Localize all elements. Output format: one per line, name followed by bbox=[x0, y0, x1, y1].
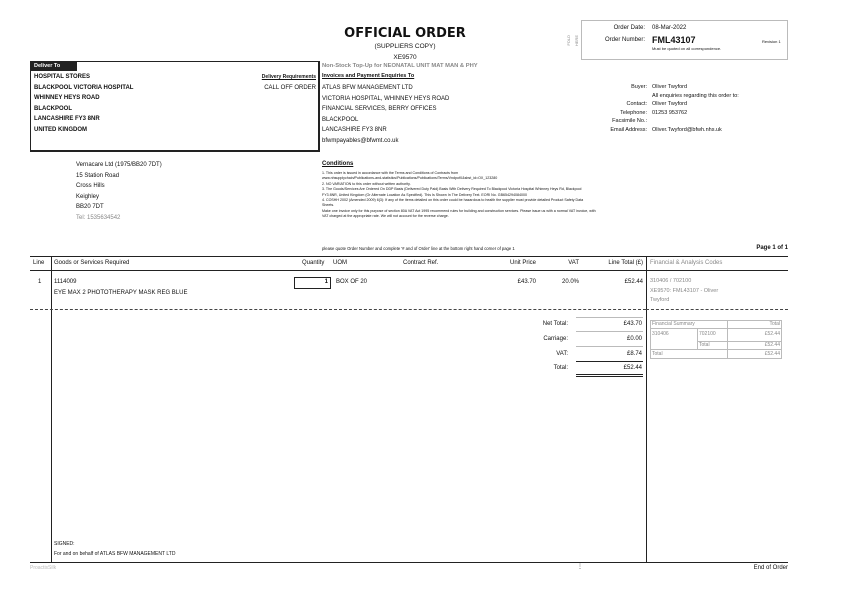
supplier-tel: Tel: 1535634542 bbox=[76, 214, 121, 221]
buyer-label: Contact: bbox=[626, 101, 647, 108]
conditions-text bbox=[322, 171, 596, 220]
row-unit-price: £43.70 bbox=[517, 279, 536, 285]
buyer-value: All enquiries regarding this order to: bbox=[652, 92, 739, 99]
deliver-to-address bbox=[34, 72, 133, 135]
invoice-line: ATLAS BFW MANAGEMENT LTD bbox=[322, 85, 413, 91]
invoice-line: FINANCIAL SERVICES, BERRY OFFICES bbox=[322, 106, 437, 112]
summary-subtotal-label: Total bbox=[699, 342, 710, 348]
financial-summary-total-header: Total bbox=[769, 321, 780, 327]
buyer-label: Buyer: bbox=[631, 84, 647, 90]
summary-col bbox=[697, 328, 698, 349]
header-financial-codes: Financial & Analysis Codes bbox=[650, 260, 723, 266]
invoice-line: BLACKPOOL bbox=[322, 116, 359, 123]
totals-rule bbox=[576, 346, 643, 347]
page-number: Page 1 of 1 bbox=[756, 245, 788, 251]
summary-grand-label: Total bbox=[652, 351, 663, 357]
supplier-line: 15 Station Road bbox=[76, 172, 120, 179]
buyer-email[interactable]: Oliver.Twyford@bfwh.nhs.uk bbox=[652, 126, 722, 133]
fin-code-line: Twyford bbox=[650, 297, 670, 303]
row-financial-codes bbox=[650, 277, 718, 306]
order-subtitle: (SUPPLIERS COPY) bbox=[374, 43, 436, 50]
fold-label: FOLD bbox=[566, 35, 571, 46]
total-double-rule bbox=[576, 374, 643, 377]
supplier-line: Cross Hills bbox=[76, 183, 105, 189]
deliver-to-label: Deliver To bbox=[31, 62, 77, 71]
col-divider bbox=[646, 256, 647, 562]
row-line-number: 1 bbox=[38, 279, 42, 285]
deliver-line: UNITED KINGDOM bbox=[34, 126, 87, 133]
header-line-total: Line Total (£) bbox=[608, 260, 643, 266]
header-line: Line bbox=[33, 260, 45, 266]
order-edition: Revision 1 bbox=[762, 39, 781, 44]
supplier-address bbox=[76, 160, 162, 223]
buyer-label: Email Address: bbox=[610, 126, 647, 133]
summary-value: £52.44 bbox=[764, 331, 780, 337]
order-date-value: 08-Mar-2022 bbox=[652, 25, 687, 31]
summary-code2: 702100 bbox=[699, 331, 716, 337]
footer-marker: ⋮ bbox=[577, 564, 583, 570]
totals-rule bbox=[576, 317, 643, 318]
carriage-label: Carriage: bbox=[543, 336, 568, 342]
row-item-description: EYE MAX 2 PHOTOTHERAPY MASK REG BLUE bbox=[54, 290, 188, 296]
row-vat: 20.0% bbox=[561, 279, 579, 285]
order-number-label: Order Number: bbox=[604, 37, 645, 43]
invoice-to-label: Invoices and Payment Enquiries To bbox=[322, 73, 415, 79]
summary-code1: 310406 bbox=[652, 331, 669, 337]
condition-line: FY3 8NR, United Kingdom (Or Alternate Location As Specified). This Is Shown In The Delivery Text. EORI No. GB654294084000 bbox=[322, 192, 527, 197]
order-number-note: Must be quoted on all correspondence. bbox=[652, 46, 722, 51]
invoice-to-address bbox=[322, 83, 449, 146]
table-header-rule bbox=[30, 270, 788, 271]
order-code: XE9570 bbox=[393, 54, 417, 61]
net-total-label: Net Total: bbox=[542, 321, 568, 327]
row-divider bbox=[30, 309, 646, 310]
signed-label: SIGNED: bbox=[54, 541, 75, 547]
buyer-labels bbox=[565, 83, 647, 135]
summary-grand-value: £52.44 bbox=[764, 351, 780, 357]
net-total-value: £43.70 bbox=[623, 321, 642, 327]
buyer-values bbox=[652, 83, 739, 135]
header-goods: Goods or Services Required bbox=[54, 260, 130, 266]
header-vat: VAT bbox=[568, 260, 579, 266]
deliver-line: WHINNEY HEYS ROAD bbox=[34, 95, 100, 101]
supplier-line: BB20 7DT bbox=[76, 204, 104, 210]
header-uom: UOM bbox=[333, 260, 347, 266]
fold-label-2: HERE bbox=[574, 35, 579, 47]
condition-line: 2. NO VARIATION to this order without written authority. bbox=[322, 181, 411, 186]
row-line-total: £52.44 bbox=[624, 279, 643, 285]
header-contract: Contract Ref. bbox=[403, 260, 439, 266]
project-line: Non-Stock Top-Up for NEONATAL UNIT MAT MAN & PHY bbox=[322, 63, 478, 69]
summary-subtotal-value: £52.44 bbox=[764, 342, 780, 348]
total-label: Total: bbox=[553, 365, 568, 371]
invoice-line: VICTORIA HOSPITAL, WHINNEY HEYS ROAD bbox=[322, 95, 450, 102]
buyer-label: Facsimile No.: bbox=[612, 118, 647, 125]
carriage-value: £0.00 bbox=[626, 336, 642, 342]
supplier-line: Vernacare Ltd (1975/BB20 7DT) bbox=[76, 162, 162, 168]
invoice-line: LANCASHIRE FY3 8NR bbox=[322, 127, 387, 133]
summary-rule bbox=[650, 349, 782, 350]
fin-code-line: XE9570: FML43107 - Oliver bbox=[650, 287, 719, 294]
end-of-order: End of Order bbox=[753, 565, 788, 571]
deliver-line: LANCASHIRE FY3 8NR bbox=[34, 116, 100, 122]
buyer-value: Oliver Twyford bbox=[652, 101, 688, 108]
summary-rule bbox=[650, 328, 782, 329]
order-title: OFFICIAL ORDER bbox=[344, 26, 466, 41]
signed-for: For and on behalf of ATLAS BFW MANAGEMENT LTD bbox=[54, 551, 176, 557]
delivery-requirements-value: CALL OFF ORDER bbox=[264, 85, 316, 91]
condition-line: 1. This order is issued in accordance with the Terms and Conditions of Contracts from bbox=[322, 171, 459, 175]
invoice-email[interactable]: bfwmpayables@bfwmt.co.uk bbox=[322, 137, 399, 144]
vat-label: VAT: bbox=[556, 351, 568, 357]
quote-instruction: please quote Order Number and complete '# and of Order' line at the bottom right hand corner of page 1 bbox=[322, 246, 515, 251]
watermark: ProactisSilk bbox=[30, 565, 57, 571]
deliver-line: BLACKPOOL bbox=[34, 105, 72, 112]
col-divider bbox=[51, 256, 52, 562]
row-quantity: 1 bbox=[324, 279, 328, 285]
condition-line: 3. The Goods/Services Are Ordered On DDP Basis (Delivered Duty Paid) Basis With Delivery Required To Blackpool Victoria Hospital Whinney Heys Rd, Blackpool bbox=[322, 187, 582, 192]
condition-line: Make one invoice only for this purpose of section 80A VAT Act 1995 recommend rules for building and construction services. Please issue us with a normal VAT invoice, with bbox=[322, 208, 596, 213]
buyer-label: Telephone: bbox=[620, 109, 647, 116]
vat-value: £8.74 bbox=[626, 351, 642, 357]
fin-code-line: 310406 / 702100 bbox=[650, 278, 692, 284]
table-bottom-rule bbox=[30, 562, 788, 563]
buyer-value: 01253 953762 bbox=[652, 109, 688, 116]
summary-col bbox=[727, 320, 728, 359]
order-date-label: Order Date: bbox=[613, 25, 645, 31]
table-top-rule bbox=[30, 256, 788, 257]
buyer-value: Oliver Twyford bbox=[652, 84, 688, 90]
condition-line: VAT charged at the appropriate rate. We will not account for the reverse charge. bbox=[322, 214, 449, 219]
condition-link[interactable]: www.nhsupplychain/Publications-and-statistics/Publications/Publications/Terms/VndpoKl&sbst_id=OX_123280 bbox=[322, 176, 498, 181]
conditions-label: Conditions bbox=[322, 161, 354, 167]
row-uom: BOX OF 20 bbox=[336, 279, 368, 285]
financial-summary-label: Financial Summary bbox=[652, 321, 695, 327]
totals-rule bbox=[576, 361, 643, 362]
supplier-line: Keighley bbox=[76, 193, 100, 200]
delivery-requirements-label: Delivery Requirements bbox=[261, 74, 316, 80]
header-unit-price: Unit Price bbox=[509, 260, 536, 266]
total-value: £52.44 bbox=[623, 365, 642, 371]
row-item-code: 1114009 bbox=[54, 279, 77, 285]
condition-line: Sheets. bbox=[322, 203, 335, 208]
deliver-line: BLACKPOOL VICTORIA HOSPITAL bbox=[34, 84, 134, 91]
buyer-label bbox=[565, 92, 647, 101]
row-divider bbox=[646, 309, 788, 310]
totals-rule bbox=[576, 331, 643, 332]
condition-line: 4. COSHH 2002 (Amended 2009) 6(3): If any of the items detailed on this order could be hazardous to health the supplier must provide detailed Product Safety Data bbox=[322, 198, 584, 203]
header-quantity: Quantity bbox=[302, 260, 325, 266]
deliver-line: HOSPITAL STORES bbox=[34, 74, 91, 80]
order-number-value: FML43107 bbox=[652, 35, 696, 45]
buyer-value bbox=[652, 117, 739, 126]
